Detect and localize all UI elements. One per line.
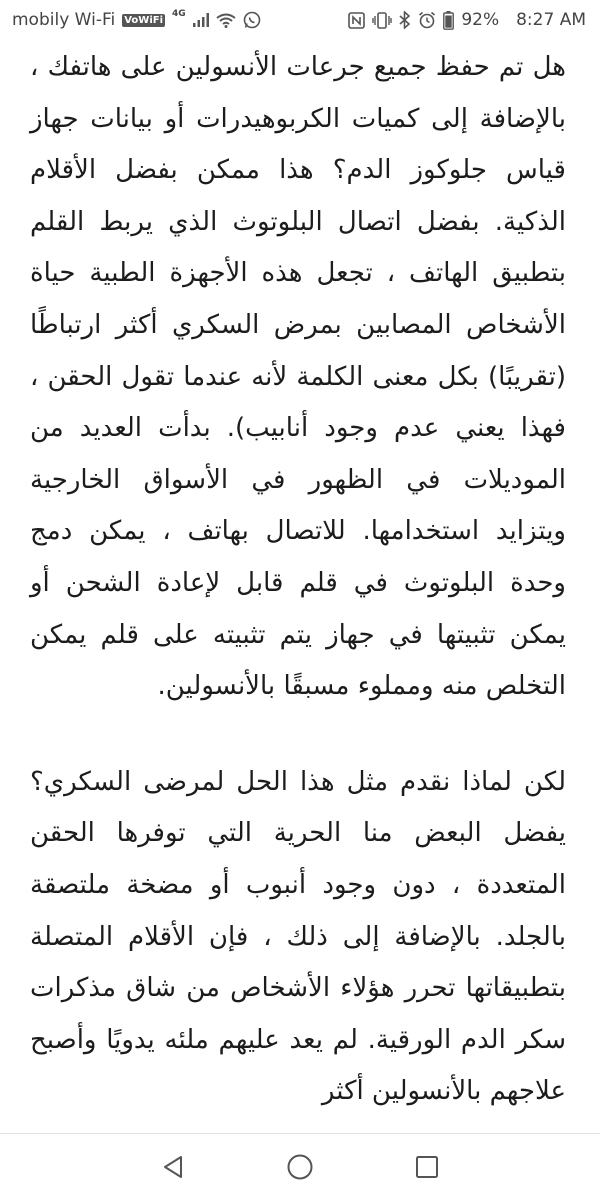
vibrate-icon — [372, 12, 392, 29]
recent-apps-square-icon — [415, 1155, 439, 1179]
battery-icon — [443, 11, 454, 30]
article-body[interactable] — [0, 40, 600, 1130]
whatsapp-icon — [243, 11, 261, 29]
carrier-label: mobily Wi-Fi — [12, 10, 116, 30]
signal-icon — [193, 13, 209, 27]
article-paragraph: لكن لماذا نقدم مثل هذا الحل لمرضى السكري؟ يفضل البعض منا الحرية التي توفرها الحقن المتعددة ، دون وجود أنبوب أو مضخة ملتصقة بالجلد. بالإضافة إلى ذلك ، فإن الأقلام المتصلة بتطبيقاتها تحرر هؤلاء الأشخاص من شاق مذكرات سكر الدم الورقية. لم يعد عليهم ملئه يدويًا وأصبح علاجهم بالأنسولين أكثر — [30, 766, 566, 1107]
bluetooth-icon — [399, 11, 411, 29]
status-right — [348, 10, 586, 30]
wifi-icon — [216, 13, 236, 28]
status-bar — [0, 0, 600, 40]
clock: 8:27 AM — [516, 10, 586, 30]
article-paragraph: هل تم حفظ جميع جرعات الأنسولين على هاتفك ، بالإضافة إلى كميات الكربوهيدرات أو بيانات جهاز قياس جلوكوز الدم؟ هذا ممكن بفضل الأقلام الذكية. بفضل اتصال البلوتوث الذي يربط القلم بتطبيق الهاتف ، تجعل هذه الأجهزة الطبية حياة الأشخاص المصابين بمرض السكري أكثر ارتباطًا (تقريبًا) بكل معنى الكلمة لأنه عندما تقول الحقن ، فهذا يعني عدم وجود أنابيب). بدأت العديد من الموديلات في الظهور في الأسواق الخارجية ويتزايد استخدامها. للاتصال بهاتف ، يمكن دمج وحدة البلوتوث في قلم قابل لإعادة الشحن أو يمكن تثبيتها في جهاز يتم تثبيته على قلم يمكن التخلص منه ومملوء مسبقًا بالأنسولين. — [30, 52, 566, 702]
status-left — [12, 10, 261, 30]
nfc-icon — [348, 12, 365, 29]
back-triangle-icon — [162, 1155, 184, 1179]
alarm-icon — [418, 11, 436, 29]
vowifi-badge: VoWiFi — [124, 14, 164, 26]
battery-percent: 92% — [461, 10, 500, 30]
home-button[interactable] — [282, 1149, 318, 1185]
back-button[interactable] — [155, 1149, 191, 1185]
recent-apps-button[interactable] — [409, 1149, 445, 1185]
network-type-label: 4G — [172, 9, 186, 19]
navigation-bar — [0, 1133, 600, 1200]
home-circle-icon — [286, 1153, 314, 1181]
